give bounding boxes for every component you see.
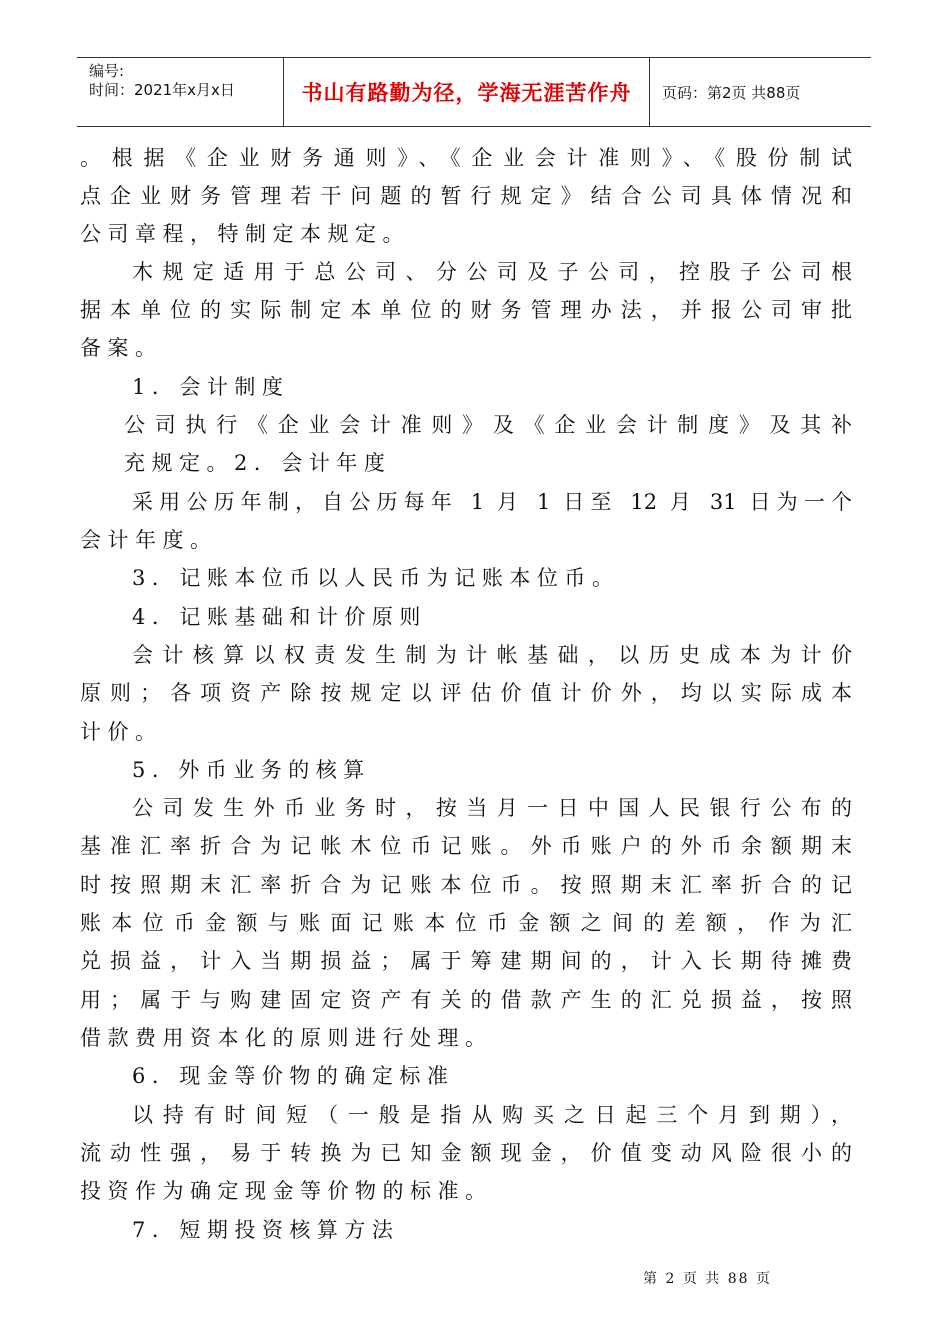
text-line: 会计核算以权责发生制为计帐基础，以历史成本为计价 xyxy=(132,643,852,667)
text-line: 流动性强，易于转换为已知金额现金，价值变动风险很小的 xyxy=(80,1141,852,1165)
header-motto-cell xyxy=(283,58,650,126)
text-line: 以持有时间短（一般是指从购买之日起三个月到期）， xyxy=(132,1103,852,1127)
text-line: 兑损益，计入当期损益；属于筹建期间的，计入长期待摊费 xyxy=(80,949,852,973)
text-line: 采用公历年制，自公历每年 1 月 1 日至 12 月 31 日为一个 xyxy=(132,490,852,514)
text-line: 借款费用资本化的原则进行处理。 xyxy=(80,1026,493,1050)
text-line: 木规定适用于总公司、分公司及子公司，控股子公司根 xyxy=(132,260,852,284)
text-line: 充规定。2．会计年度 xyxy=(124,451,392,475)
text-line: 公司执行《企业会计准则》及《企业会计制度》及其补 xyxy=(124,413,852,437)
text-line: 用；属于与购建固定资产有关的借款产生的汇兑损益，按照 xyxy=(80,988,852,1012)
document-date: 时间：2021年x月x日 xyxy=(89,81,235,99)
text-line: 备案。 xyxy=(80,336,163,360)
text-line: 原则；各项资产除按规定以评估价值计价外，均以实际成本 xyxy=(80,681,852,705)
header-motto: 书山有路勤为径，学海无涯苦作舟 xyxy=(301,81,632,105)
section-heading: 3．记账本位币以人民币为记账本位币。 xyxy=(132,566,620,590)
text-line: 投资作为确定现金等价物的标准。 xyxy=(80,1179,493,1203)
text-line: 时按照期末汇率折合为记账本位币。按照期末汇率折合的记 xyxy=(80,873,852,897)
text-line: 账本位币金额与账面记账本位币金额之间的差额，作为汇 xyxy=(80,911,852,935)
text-line: 计价。 xyxy=(80,720,163,744)
section-heading: 4．记账基础和计价原则 xyxy=(132,605,427,629)
document-number-label: 编号: xyxy=(89,62,125,80)
text-line: 公司发生外币业务时，按当月一日中国人民银行公布的 xyxy=(132,796,852,820)
text-line: 点企业财务管理若干问题的暂行规定》结合公司具体情况和 xyxy=(80,184,852,208)
text-line: 基准汇率折合为记帐木位币记账。外币账户的外币余额期末 xyxy=(80,834,852,858)
page-footer: 第 2 页 共 88 页 xyxy=(643,1271,772,1287)
header-page-info: 页码：第2页 共88页 xyxy=(662,83,801,102)
text-line: 会计年度。 xyxy=(80,528,218,552)
section-heading: 7．短期投资核算方法 xyxy=(132,1218,400,1242)
section-heading: 1．会计制度 xyxy=(132,375,290,399)
section-heading: 6．现金等价物的确定标准 xyxy=(132,1064,455,1088)
text-line: 据本单位的实际制定本单位的财务管理办法，并报公司审批 xyxy=(80,298,852,322)
section-heading: 5. 外币业务的核算 xyxy=(132,758,371,782)
text-line: 。根据《企业财务通则》、《企业会计准则》、《股份制试 xyxy=(80,146,852,170)
header-meta xyxy=(77,58,283,126)
document-header xyxy=(77,57,871,127)
text-line: 公司章程，特制定本规定。 xyxy=(80,222,410,246)
